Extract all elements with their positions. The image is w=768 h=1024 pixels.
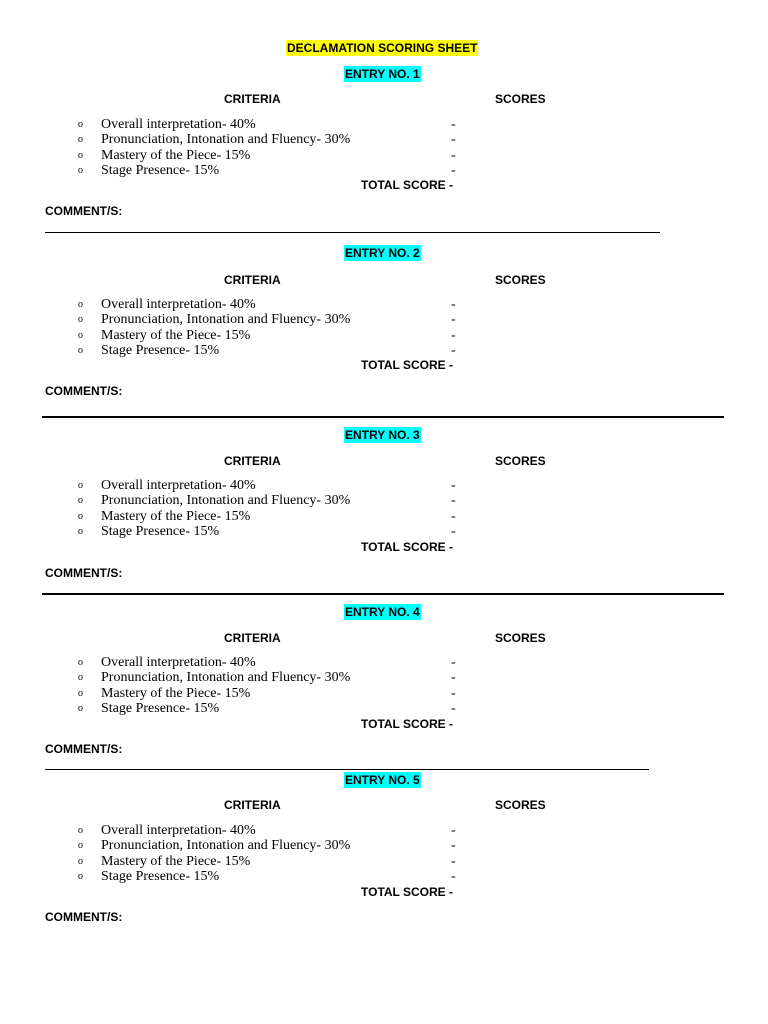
bullet-icon: o [78,299,83,310]
criteria-item [78,670,468,685]
criteria-item-label: Pronunciation, Intonation and Fluency- 30% [101,312,351,328]
bullet-icon: o [78,480,83,491]
criteria-item [78,297,468,312]
score-blank: - [451,853,456,869]
bullet-icon: o [78,687,83,699]
criteria-header: CRITERIA [224,92,281,106]
criteria-item-label: Mastery of the Piece- 15% [101,685,251,701]
bullet-icon: o [78,314,83,326]
scores-header: SCORES [495,454,546,468]
criteria-item-label: Mastery of the Piece- 15% [101,853,251,869]
divider-line [45,769,649,770]
scores-header: SCORES [495,92,546,106]
criteria-item-label: Stage Presence- 15% [101,523,220,539]
score-blank: - [451,478,456,493]
bullet-icon: o [78,525,83,537]
criteria-header: CRITERIA [224,631,281,645]
divider-line [42,416,724,418]
bullet-icon: o [78,825,83,836]
comment-label: COMMENT/S: [45,204,123,218]
score-blank: - [451,700,456,716]
criteria-item [78,854,468,869]
comment-label: COMMENT/S: [45,742,123,756]
criteria-item [78,132,468,147]
bullet-icon: o [78,672,83,684]
score-blank: - [451,312,456,328]
criteria-item-label: Pronunciation, Intonation and Fluency- 30% [101,838,351,854]
criteria-item-label: Stage Presence- 15% [101,700,220,716]
bullet-icon: o [78,134,83,146]
bullet-icon: o [78,149,83,161]
total-score-label: TOTAL SCORE - [361,358,454,372]
criteria-item-label: Mastery of the Piece- 15% [101,147,251,163]
score-blank: - [451,493,456,509]
score-blank: - [451,838,456,854]
bullet-icon: o [78,119,83,130]
total-score-label: TOTAL SCORE - [361,540,454,554]
bullet-icon: o [78,495,83,507]
scores-header: SCORES [495,798,546,812]
bullet-icon: o [78,870,83,882]
criteria-item-label: Pronunciation, Intonation and Fluency- 30% [101,132,351,148]
comment-label: COMMENT/S: [45,566,123,580]
criteria-header: CRITERIA [224,798,281,812]
criteria-item [78,478,468,493]
comment-label: COMMENT/S: [45,384,123,398]
criteria-item [78,686,468,701]
score-blank: - [451,868,456,884]
entry-label: ENTRY NO. 3 [345,428,420,442]
total-score-label: TOTAL SCORE - [361,717,454,731]
criteria-item-label: Overall interpretation- 40% [101,117,256,132]
criteria-list [78,478,468,539]
criteria-item [78,328,468,343]
criteria-item-label: Overall interpretation- 40% [101,823,256,838]
criteria-list [78,823,468,884]
score-blank: - [451,685,456,701]
criteria-item [78,823,468,838]
criteria-item-label: Stage Presence- 15% [101,342,220,358]
criteria-item [78,655,468,670]
criteria-item-label: Mastery of the Piece- 15% [101,508,251,524]
total-score-label: TOTAL SCORE - [361,885,454,899]
score-blank: - [451,132,456,148]
comment-label: COMMENT/S: [45,910,123,924]
criteria-header: CRITERIA [224,273,281,287]
criteria-item [78,117,468,132]
score-blank: - [451,342,456,358]
criteria-item [78,701,468,716]
bullet-icon: o [78,702,83,714]
score-blank: - [451,327,456,343]
score-blank: - [451,162,456,178]
score-blank: - [451,297,456,312]
score-blank: - [451,523,456,539]
score-blank: - [451,670,456,686]
criteria-item-label: Stage Presence- 15% [101,868,220,884]
total-score-label: TOTAL SCORE - [361,178,454,192]
criteria-item-label: Stage Presence- 15% [101,162,220,178]
bullet-icon: o [78,657,83,668]
criteria-list [78,655,468,716]
score-blank: - [451,117,456,132]
criteria-item [78,524,468,539]
criteria-item [78,343,468,358]
criteria-item [78,148,468,163]
criteria-item-label: Pronunciation, Intonation and Fluency- 30% [101,670,351,686]
criteria-item [78,838,468,853]
score-blank: - [451,508,456,524]
entry-label: ENTRY NO. 2 [345,246,420,260]
bullet-icon: o [78,164,83,176]
scores-header: SCORES [495,273,546,287]
criteria-item-label: Overall interpretation- 40% [101,655,256,670]
score-blank: - [451,655,456,670]
criteria-item [78,312,468,327]
scores-header: SCORES [495,631,546,645]
bullet-icon: o [78,840,83,852]
entry-label: ENTRY NO. 4 [345,605,420,619]
divider-line [45,232,660,233]
bullet-icon: o [78,344,83,356]
divider-line [42,593,724,595]
score-blank: - [451,823,456,838]
criteria-header: CRITERIA [224,454,281,468]
bullet-icon: o [78,510,83,522]
criteria-item [78,509,468,524]
entry-label: ENTRY NO. 5 [345,773,420,787]
bullet-icon: o [78,855,83,867]
criteria-item [78,493,468,508]
page-title: DECLAMATION SCORING SHEET [287,41,478,55]
criteria-item [78,869,468,884]
criteria-item-label: Overall interpretation- 40% [101,478,256,493]
criteria-item-label: Overall interpretation- 40% [101,297,256,312]
criteria-item-label: Mastery of the Piece- 15% [101,327,251,343]
criteria-item-label: Pronunciation, Intonation and Fluency- 30% [101,493,351,509]
bullet-icon: o [78,329,83,341]
criteria-list [78,117,468,178]
criteria-list [78,297,468,358]
score-blank: - [451,147,456,163]
entry-label: ENTRY NO. 1 [345,67,420,81]
criteria-item [78,163,468,178]
